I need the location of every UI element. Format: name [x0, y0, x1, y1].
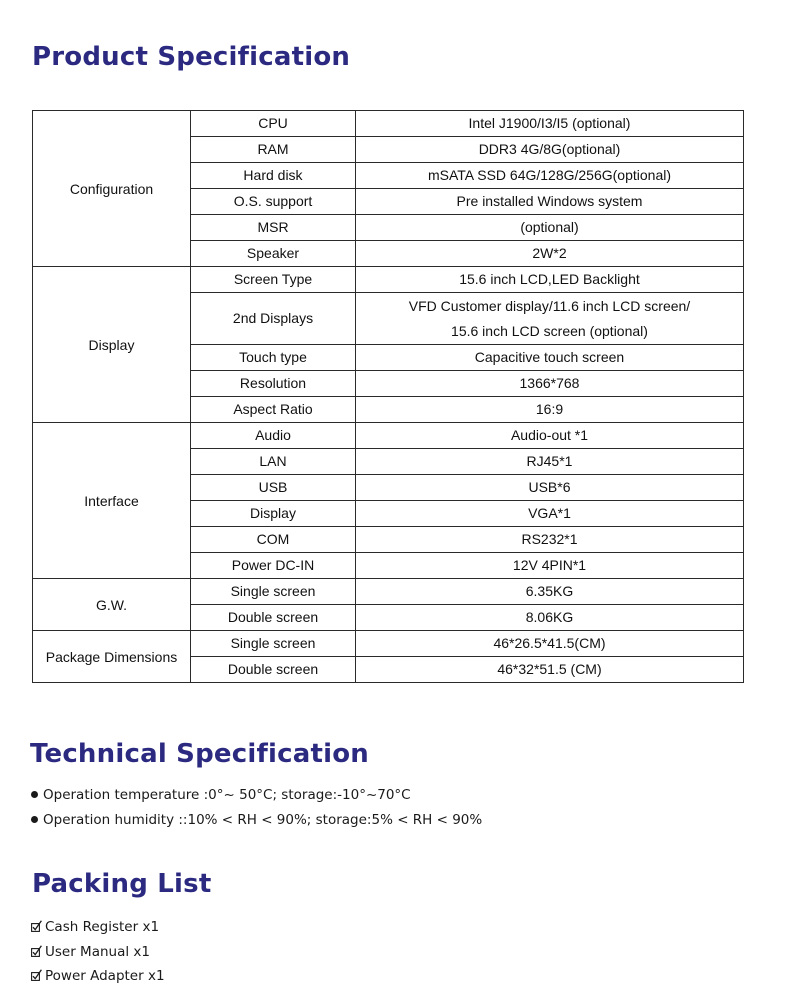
spec-value — [356, 267, 744, 293]
spec-parameter: Double screen — [191, 657, 356, 683]
spec-parameter: COM — [191, 527, 356, 553]
spec-value — [356, 501, 744, 527]
spec-value-line: Audio-out *1 — [510, 427, 589, 443]
spec-value-line: RS232*1 — [521, 531, 578, 547]
spec-value-line: 15.6 inch LCD,LED Backlight — [459, 271, 640, 287]
spec-value-line: mSATA SSD 64G/128G/256G(optional) — [427, 167, 672, 183]
spec-value-line: 8.06KG — [525, 609, 574, 625]
spec-table-body — [33, 111, 744, 683]
spec-value — [356, 111, 744, 137]
spec-value-line: 2W*2 — [532, 245, 567, 261]
spec-value-line: Capacitive touch screen — [474, 349, 625, 365]
product-specification-title: Product Specification — [32, 42, 351, 72]
spec-value — [356, 423, 744, 449]
spec-parameter: O.S. support — [191, 189, 356, 215]
spec-parameter: Hard disk — [191, 163, 356, 189]
spec-parameter: 2nd Displays — [191, 293, 356, 345]
spec-parameter: Touch type — [191, 345, 356, 371]
tech-spec-text: Operation temperature :0°~ 50°C; storage:-10°~70°C — [43, 787, 411, 803]
spec-value — [356, 189, 744, 215]
tech-spec-text: Operation humidity ::10% < RH < 90%; storage:5% < RH < 90% — [43, 812, 483, 828]
spec-value — [356, 527, 744, 553]
spec-value-line: 16:9 — [535, 401, 564, 417]
spec-row — [33, 267, 744, 293]
spec-row — [33, 631, 744, 657]
spec-value-line: VGA*1 — [528, 505, 571, 521]
spec-value — [356, 449, 744, 475]
spec-parameter: Single screen — [191, 631, 356, 657]
spec-value-line: 15.6 inch LCD screen (optional) — [451, 322, 648, 339]
spec-parameter: Aspect Ratio — [191, 397, 356, 423]
packing-list-title: Packing List — [32, 869, 212, 899]
spec-row — [33, 423, 744, 449]
spec-value-line: DDR3 4G/8G(optional) — [478, 141, 621, 157]
spec-parameter: Power DC-IN — [191, 553, 356, 579]
spec-group-label: G.W. — [33, 579, 191, 631]
spec-row — [33, 111, 744, 137]
spec-value — [356, 371, 744, 397]
spec-value — [356, 215, 744, 241]
spec-parameter: Resolution — [191, 371, 356, 397]
spec-value — [356, 241, 744, 267]
spec-parameter: Speaker — [191, 241, 356, 267]
checkbox-checked-icon — [31, 920, 42, 932]
packing-list — [31, 918, 165, 992]
spec-value — [356, 163, 744, 189]
spec-row — [33, 579, 744, 605]
spec-value — [356, 345, 744, 371]
spec-group-label: Interface — [33, 423, 191, 579]
technical-specification-title: Technical Specification — [30, 739, 369, 769]
packing-item-text: User Manual x1 — [45, 943, 150, 960]
spec-parameter: LAN — [191, 449, 356, 475]
packing-item — [31, 918, 165, 943]
checkbox-checked-icon — [31, 945, 42, 957]
spec-value — [356, 631, 744, 657]
spec-value — [356, 293, 744, 345]
bullet-icon — [31, 791, 38, 798]
spec-value-line: 46*32*51.5 (CM) — [497, 661, 602, 677]
spec-parameter: USB — [191, 475, 356, 501]
spec-parameter: Double screen — [191, 605, 356, 631]
product-specification-table — [32, 110, 744, 683]
spec-value-line: 46*26.5*41.5(CM) — [493, 635, 606, 651]
packing-item — [31, 967, 165, 992]
spec-value-line: 1366*768 — [519, 375, 580, 391]
packing-item-text: Cash Register x1 — [45, 919, 160, 935]
spec-group-label: Configuration — [33, 111, 191, 267]
spec-value — [356, 657, 744, 683]
spec-parameter: Screen Type — [191, 267, 356, 293]
spec-value — [356, 579, 744, 605]
packing-item — [31, 943, 165, 968]
checkbox-checked-icon — [31, 969, 42, 981]
spec-value — [356, 553, 744, 579]
spec-value-line: 6.35KG — [525, 583, 574, 599]
spec-parameter: MSR — [191, 215, 356, 241]
tech-spec-item — [31, 786, 482, 811]
spec-parameter: CPU — [191, 111, 356, 137]
spec-value — [356, 475, 744, 501]
spec-value — [356, 397, 744, 423]
spec-value-line: USB*6 — [528, 479, 571, 495]
spec-value-line: Intel J1900/I3/I5 (optional) — [468, 115, 631, 131]
spec-group-label: Package Dimensions — [33, 631, 191, 683]
spec-value — [356, 605, 744, 631]
spec-value-line: Pre installed Windows system — [456, 193, 643, 209]
technical-specification-list — [31, 786, 482, 836]
packing-item-text: Power Adapter x1 — [45, 968, 165, 984]
spec-parameter: Audio — [191, 423, 356, 449]
spec-value-line: RJ45*1 — [526, 453, 573, 469]
spec-value-line: 12V 4PIN*1 — [512, 557, 587, 573]
spec-value-line: VFD Customer display/11.6 inch LCD screen/ — [408, 297, 691, 314]
spec-parameter: Display — [191, 501, 356, 527]
spec-group-label: Display — [33, 267, 191, 423]
bullet-icon — [31, 816, 38, 823]
spec-parameter: RAM — [191, 137, 356, 163]
spec-value — [356, 137, 744, 163]
spec-parameter: Single screen — [191, 579, 356, 605]
tech-spec-item — [31, 811, 482, 836]
spec-value-line: (optional) — [520, 219, 579, 235]
